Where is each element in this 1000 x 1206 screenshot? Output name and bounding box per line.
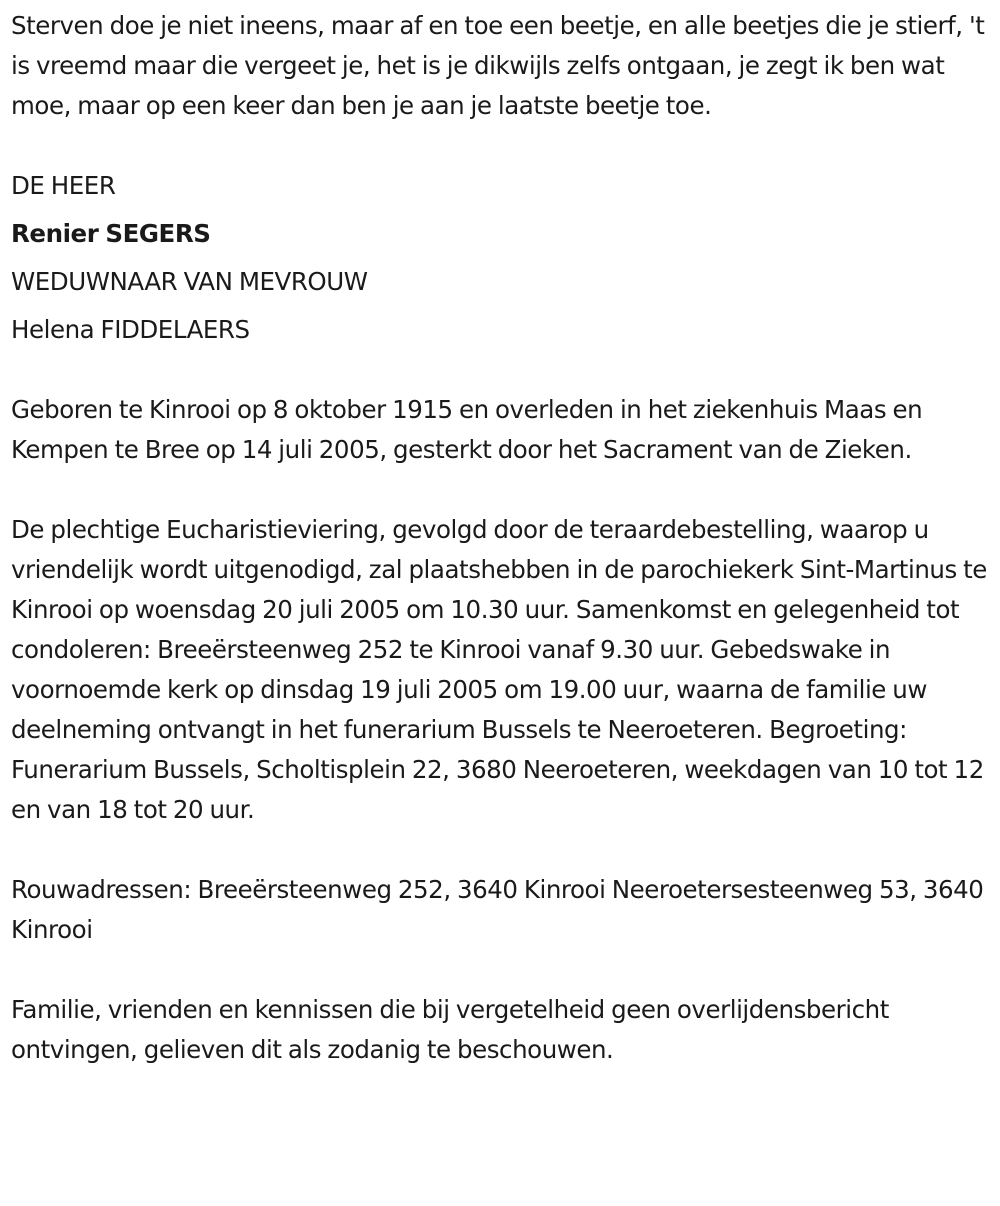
- spacer: [11, 350, 995, 390]
- spouse-name: Helena FIDDELAERS: [11, 315, 250, 344]
- spacer: [11, 950, 995, 990]
- spacer: [11, 470, 995, 510]
- title-line: DE HEER: [11, 171, 116, 200]
- closing-paragraph: Familie, vrienden en kennissen die bij vergetelheid geen overlijdensbericht ontvingen, gelieven dit als zodanig te beschouwen.: [11, 995, 889, 1064]
- poem-paragraph: Sterven doe je niet ineens, maar af en toe een beetje, en alle beetjes die je stierf, 't is vreemd maar die vergeet je, het is je dikwijls zelfs ontgaan, je zegt ik ben wat moe, maar op een keer dan ben je aan je laatste beetje toe.: [11, 11, 985, 120]
- spacer: [11, 830, 995, 870]
- addresses-paragraph: Rouwadressen: Breeërsteenweg 252, 3640 Kinrooi Neeroetersesteenweg 53, 3640 Kinrooi: [11, 875, 984, 944]
- obituary-document: [11, 6, 995, 1070]
- spacer: [11, 126, 995, 166]
- deceased-name: Renier SEGERS: [11, 219, 211, 248]
- relation-line: WEDUWNAAR VAN MEVROUW: [11, 267, 368, 296]
- deceased-block: [11, 162, 995, 354]
- ceremony-paragraph: De plechtige Eucharistieviering, gevolgd door de teraardebestelling, waarop u vriendelijk wordt uitgenodigd, zal plaatshebben in de parochiekerk Sint-Martinus te Kinrooi op woensdag 20 juli 2005 om 10.30 uur. Samenkomst en gelegenheid tot condoleren: Breeërsteenweg 252 te Kinrooi vanaf 9.30 uur. Gebedswake in voornoemde kerk op dinsdag 19 juli 2005 om 19.00 uur, waarna de familie uw deelneming ontvangt in het funerarium Bussels te Neeroeteren. Begroeting: Funerarium Bussels, Scholtisplein 22, 3680 Neeroeteren, weekdagen van 10 tot 12 en van 18 tot 20 uur.: [11, 515, 987, 824]
- birth-death-paragraph: Geboren te Kinrooi op 8 oktober 1915 en overleden in het ziekenhuis Maas en Kempen te Bree op 14 juli 2005, gesterkt door het Sacrament van de Zieken.: [11, 395, 923, 464]
